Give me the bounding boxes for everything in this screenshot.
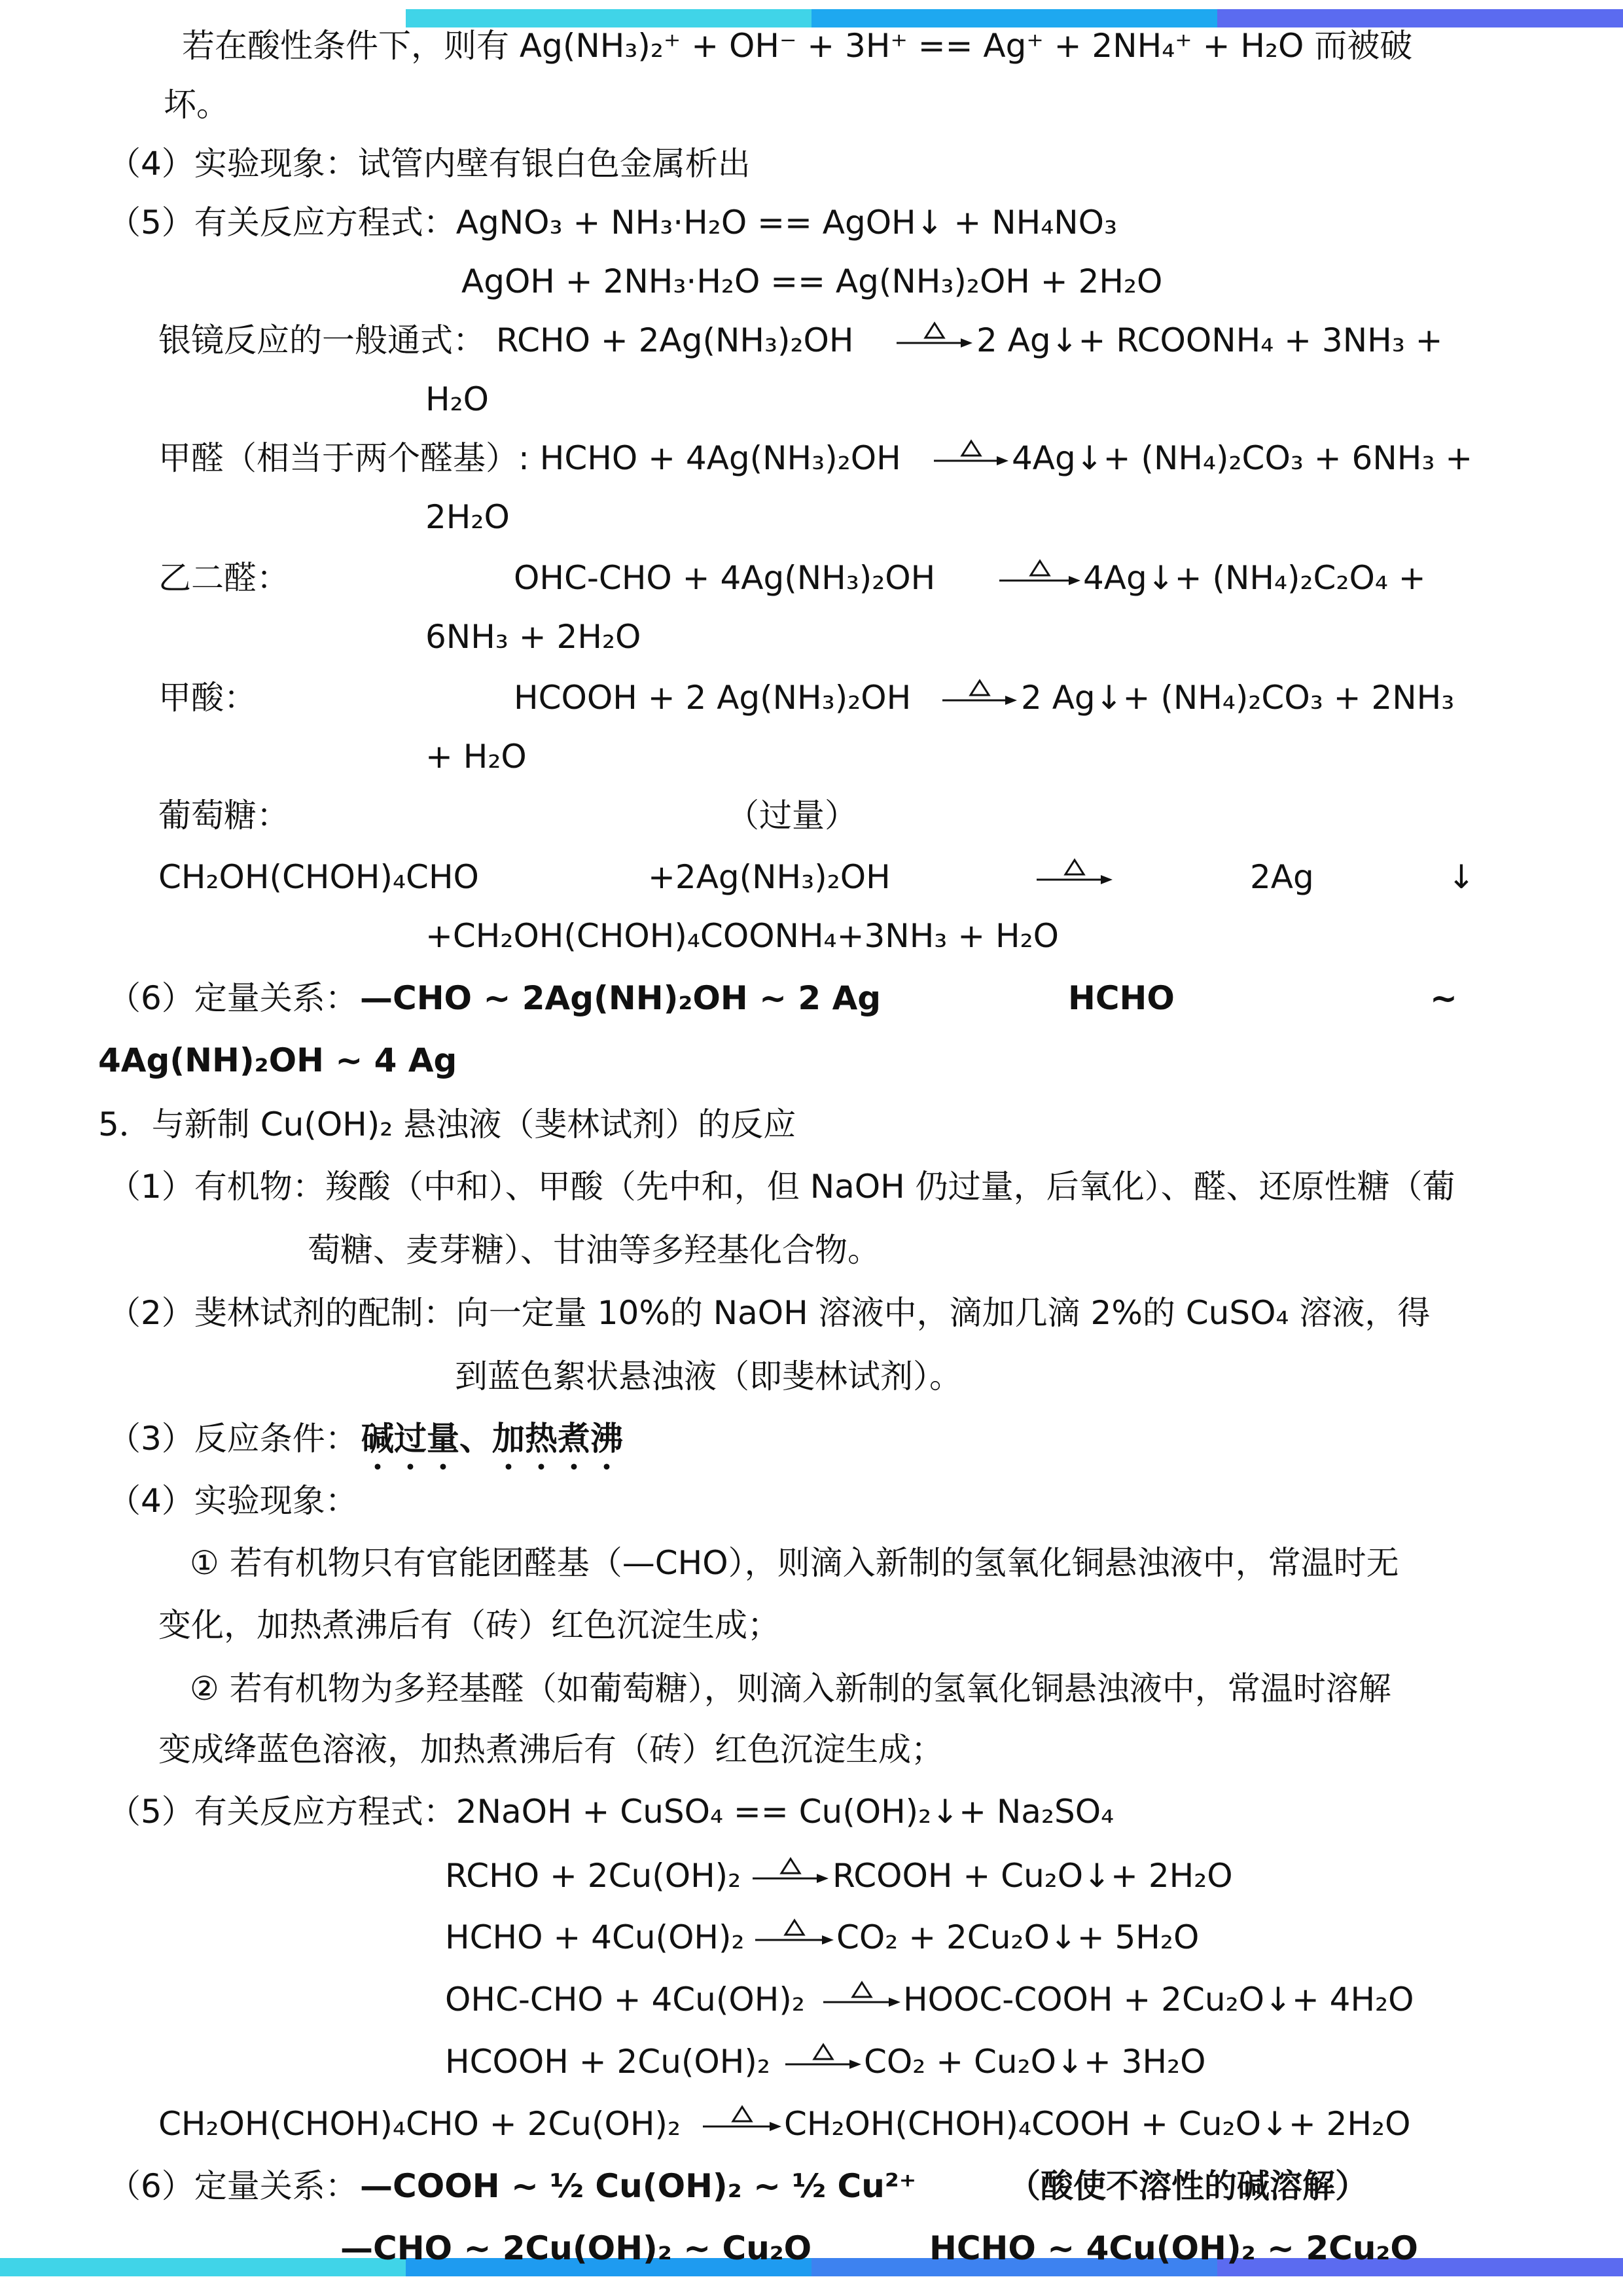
text-segment: （3）反应条件： bbox=[108, 1420, 358, 1458]
text-segment: 银镜反应的一般通式： RCHO + 2Ag(NH₃)₂OH bbox=[158, 321, 854, 359]
text-segment: （4）实验现象：试管内壁有银白色金属析出 bbox=[108, 145, 751, 183]
text-line bbox=[0, 14, 1623, 77]
text-segment: HCOOH + 2 Ag(NH₃)₂OH bbox=[514, 679, 912, 717]
heat-arrow-icon bbox=[754, 1915, 835, 1954]
heat-arrow-icon bbox=[998, 556, 1082, 595]
text-line bbox=[0, 1407, 1623, 1470]
text-segment: 2H₂O bbox=[425, 498, 510, 536]
text-segment: RCOOH + Cu₂O↓+ 2H₂O bbox=[832, 1857, 1233, 1895]
text-line bbox=[0, 1718, 1623, 1781]
text-segment: 2 Ag↓+ (NH₄)₂CO₃ + 2NH₃ bbox=[1021, 679, 1455, 717]
text-line bbox=[0, 2217, 1623, 2280]
text-segment: 到蓝色絮状悬浊液（即斐林试剂）。 bbox=[455, 1357, 962, 1395]
text-segment: +CH₂OH(CHOH)₄COONH₄+3NH₃ + H₂O bbox=[425, 917, 1060, 955]
text-segment: HCHO bbox=[1068, 979, 1175, 1017]
text-line bbox=[0, 1282, 1623, 1344]
text-line bbox=[0, 250, 1623, 313]
text-segment: ~ bbox=[1430, 979, 1457, 1017]
heat-arrow-icon bbox=[784, 2039, 863, 2079]
heat-arrow-icon bbox=[1035, 855, 1114, 894]
text-segment: 变化，加热煮沸后有（砖）红色沉淀生成； bbox=[158, 1606, 780, 1644]
text-line bbox=[0, 784, 1623, 847]
text-segment: （6）定量关系： bbox=[108, 2167, 358, 2205]
text-segment: （4）实验现象： bbox=[108, 1482, 358, 1520]
text-segment: 甲酸： bbox=[158, 679, 257, 717]
text-segment: 4Ag↓+ (NH₄)₂C₂O₄ + bbox=[1083, 559, 1426, 597]
text-line bbox=[0, 2092, 1623, 2155]
heat-arrow-icon bbox=[941, 675, 1018, 715]
text-line bbox=[0, 905, 1623, 967]
text-segment: CO₂ + Cu₂O↓+ 3H₂O bbox=[864, 2043, 1206, 2081]
text-segment: （过量） bbox=[726, 797, 857, 834]
text-segment: CH₂OH(CHOH)₄CHO + 2Cu(OH)₂ bbox=[158, 2105, 681, 2143]
text-segment: （酸使不溶性的碱溶解） bbox=[1008, 2167, 1368, 2205]
text-segment: ① 若有机物只有官能团醛基（—CHO），则滴入新制的氢氧化铜悬浊液中，常温时无 bbox=[190, 1544, 1399, 1582]
text-line bbox=[0, 427, 1623, 490]
text-segment: 2Ag bbox=[1250, 858, 1314, 896]
text-segment: HCHO + 4Cu(OH)₂ bbox=[445, 1918, 745, 1956]
text-segment: 4Ag(NH)₂OH ~ 4 Ag bbox=[98, 1041, 457, 1079]
text-segment: （6）定量关系： bbox=[108, 979, 358, 1017]
text-line bbox=[0, 1345, 1623, 1408]
text-segment: ② 若有机物为多羟基醛（如葡萄糖），则滴入新制的氢氧化铜悬浊液中，常温时溶解 bbox=[190, 1670, 1391, 1708]
heat-arrow-icon bbox=[895, 318, 974, 357]
text-segment: 变成绛蓝色溶液，加热煮沸后有（砖）红色沉淀生成； bbox=[158, 1731, 944, 1768]
text-line bbox=[0, 191, 1623, 254]
text-segment: OHC-CHO + 4Cu(OH)₂ bbox=[445, 1981, 805, 2018]
text-segment: 碱过量、加热煮沸 bbox=[361, 1420, 623, 1458]
text-line bbox=[0, 1093, 1623, 1156]
text-line bbox=[0, 1219, 1623, 1282]
text-line bbox=[0, 486, 1623, 548]
text-segment: ↓ bbox=[1448, 858, 1475, 896]
text-segment: （5）有关反应方程式：AgNO₃ + NH₃·H₂O == AgOH↓ + NH₄NO₃ bbox=[108, 204, 1118, 242]
text-line bbox=[0, 1657, 1623, 1720]
text-line bbox=[0, 1469, 1623, 1532]
text-line bbox=[0, 967, 1623, 1030]
text-segment: HCHO ~ 4Cu(OH)₂ ~ 2Cu₂O bbox=[929, 2229, 1418, 2267]
text-line bbox=[0, 132, 1623, 195]
heat-arrow-icon bbox=[822, 1977, 902, 2017]
text-segment: 5．与新制 Cu(OH)₂ 悬浊液（斐林试剂）的反应 bbox=[98, 1105, 796, 1143]
text-line bbox=[0, 1968, 1623, 2031]
text-segment: （1）有机物：羧酸（中和）、甲酸（先中和，但 NaOH 仍过量，后氧化）、醛、还原性糖（葡 bbox=[108, 1168, 1455, 1206]
text-segment: AgOH + 2NH₃·H₂O == Ag(NH₃)₂OH + 2H₂O bbox=[461, 262, 1163, 300]
text-segment: CO₂ + 2Cu₂O↓+ 5H₂O bbox=[836, 1918, 1200, 1956]
text-line bbox=[0, 2155, 1623, 2217]
text-segment: + H₂O bbox=[425, 738, 527, 776]
text-segment: —CHO ~ 2Ag(NH)₂OH ~ 2 Ag bbox=[360, 979, 882, 1017]
text-line bbox=[0, 1029, 1623, 1092]
text-line bbox=[0, 725, 1623, 788]
text-segment: 甲醛（相当于两个醛基）: HCHO + 4Ag(NH₃)₂OH bbox=[158, 439, 901, 477]
text-segment: —CHO ~ 2Cu(OH)₂ ~ Cu₂O bbox=[340, 2229, 812, 2267]
text-line bbox=[0, 1780, 1623, 1843]
text-line bbox=[0, 309, 1623, 372]
text-segment: +2Ag(NH₃)₂OH bbox=[648, 858, 891, 896]
text-line bbox=[0, 1155, 1623, 1218]
text-segment: CH₂OH(CHOH)₄CHO bbox=[158, 858, 479, 896]
text-segment: —COOH ~ ½ Cu(OH)₂ ~ ½ Cu²⁺ bbox=[360, 2167, 917, 2205]
text-line bbox=[0, 547, 1623, 609]
text-segment: 乙二醛： bbox=[158, 559, 289, 597]
text-segment: 4Ag↓+ (NH₄)₂CO₃ + 6NH₃ + bbox=[1012, 439, 1473, 477]
text-line bbox=[0, 1594, 1623, 1657]
text-line bbox=[0, 368, 1623, 431]
text-segment: OHC-CHO + 4Ag(NH₃)₂OH bbox=[514, 559, 936, 597]
text-segment: 6NH₃ + 2H₂O bbox=[425, 618, 641, 656]
text-segment: （5）有关反应方程式：2NaOH + CuSO₄ == Cu(OH)₂↓+ Na₂SO₄ bbox=[108, 1793, 1115, 1831]
heat-arrow-icon bbox=[933, 436, 1010, 475]
text-line bbox=[0, 1906, 1623, 1969]
text-line bbox=[0, 666, 1623, 729]
text-line bbox=[0, 73, 1623, 136]
text-segment: 坏。 bbox=[164, 86, 229, 124]
heat-arrow-icon bbox=[702, 2102, 783, 2141]
text-segment: CH₂OH(CHOH)₄COOH + Cu₂O↓+ 2H₂O bbox=[784, 2105, 1411, 2143]
text-line bbox=[0, 846, 1623, 908]
text-line bbox=[0, 1532, 1623, 1594]
text-segment: RCHO + 2Cu(OH)₂ bbox=[445, 1857, 741, 1895]
text-line bbox=[0, 1844, 1623, 1907]
text-segment: 萄糖、麦芽糖）、甘油等多羟基化合物。 bbox=[308, 1231, 880, 1269]
heat-arrow-icon bbox=[751, 1854, 830, 1893]
text-segment: H₂O bbox=[425, 380, 489, 418]
text-line bbox=[0, 605, 1623, 668]
text-segment: 葡萄糖： bbox=[158, 797, 289, 834]
text-segment: HOOC-COOH + 2Cu₂O↓+ 4H₂O bbox=[903, 1981, 1414, 2018]
text-segment: HCOOH + 2Cu(OH)₂ bbox=[445, 2043, 770, 2081]
text-segment: 若在酸性条件下，则有 Ag(NH₃)₂⁺ + OH⁻ + 3H⁺ == Ag⁺ + 2NH₄⁺ + H₂O 而被破 bbox=[182, 27, 1413, 65]
text-segment: （2）斐林试剂的配制：向一定量 10%的 NaOH 溶液中，滴加几滴 2%的 CuSO₄ 溶液，得 bbox=[108, 1294, 1431, 1332]
text-line bbox=[0, 2030, 1623, 2093]
text-segment: 2 Ag↓+ RCOONH₄ + 3NH₃ + bbox=[976, 321, 1443, 359]
